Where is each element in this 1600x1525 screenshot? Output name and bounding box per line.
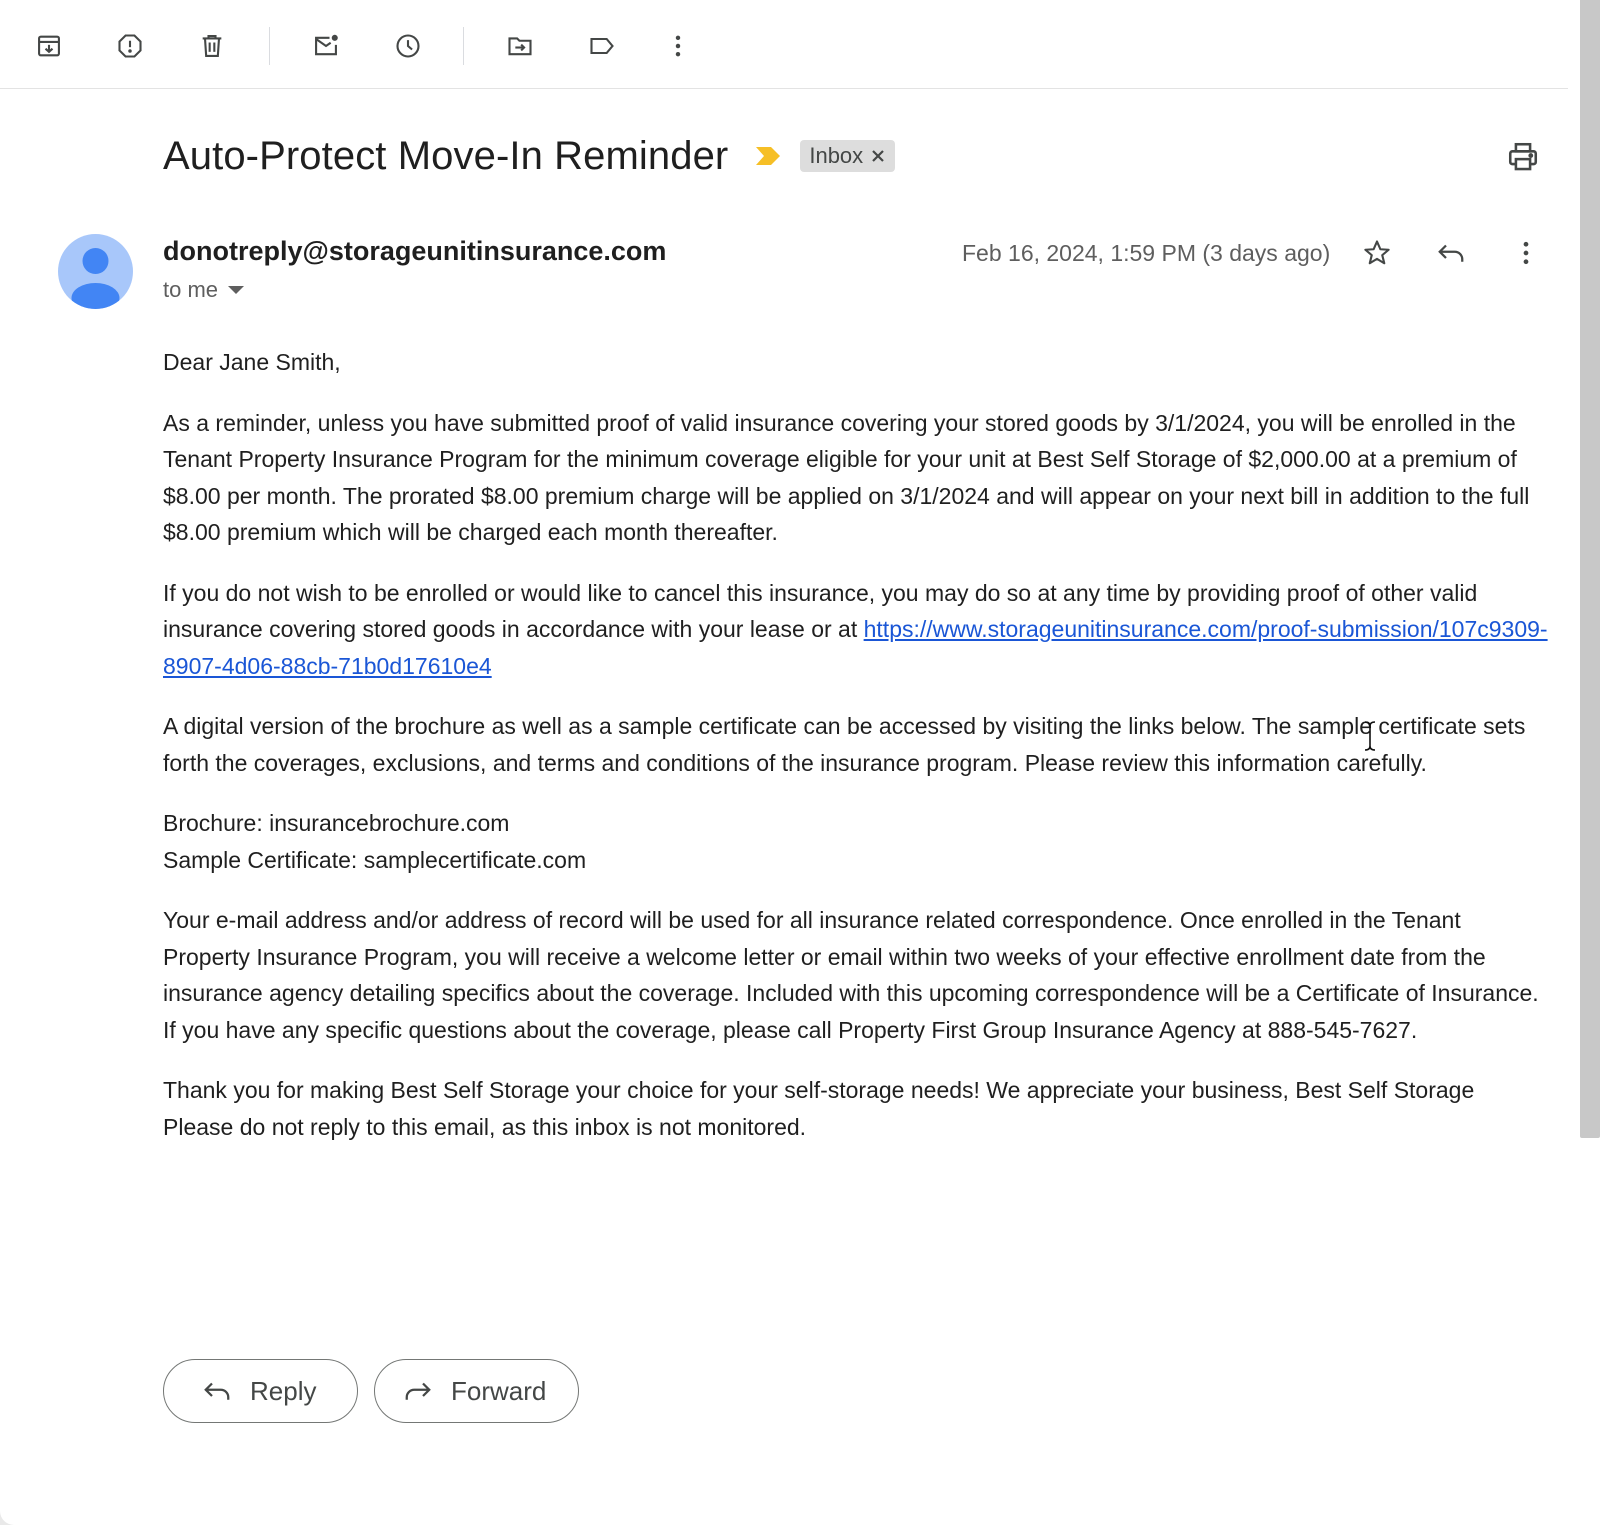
brochure-line: Brochure: insurancebrochure.com <box>163 810 510 836</box>
subject-row <box>163 128 895 184</box>
scrollbar-thumb[interactable] <box>1580 0 1600 1138</box>
person-icon <box>58 234 133 309</box>
star-icon <box>1362 238 1392 268</box>
chevron-down-icon <box>228 286 244 294</box>
reply-icon <box>202 1376 232 1406</box>
move-to-button[interactable] <box>498 24 542 68</box>
links-block <box>163 805 1548 878</box>
body-paragraph: Thank you for making Best Self Storage your choice for your self-storage needs! We appreciate your business, Best Self Storage Please do not reply to this email, as this inbox is not monitored. <box>163 1077 1475 1140</box>
delete-button[interactable] <box>190 24 234 68</box>
email-date: Feb 16, 2024, 1:59 PM (3 days ago) <box>962 240 1331 266</box>
delete-icon <box>198 32 226 60</box>
toolbar-divider <box>463 27 464 65</box>
forward-button-label: Forward <box>451 1375 547 1406</box>
label-chip-text: Inbox <box>809 143 864 168</box>
star-button[interactable] <box>1354 230 1400 276</box>
body-text: If you do not wish to be enrolled or would like to cancel this insurance, you may do so at any time by providing proof of other valid insurance covering stored goods in accordance with your lease or at <box>163 579 1478 642</box>
sender-email[interactable]: donotreply@storageunitinsurance.com <box>163 236 667 266</box>
print-icon <box>1506 140 1540 174</box>
recipient-details-toggle[interactable] <box>163 277 244 303</box>
toolbar-divider <box>269 27 270 65</box>
proof-submission-link[interactable]: https://www.storageunitinsurance.com/proof-submission/107c9309-8907-4d06-88cb-71b0d17610e4 <box>163 616 1548 679</box>
more-vert-icon <box>664 32 692 60</box>
snooze-icon <box>394 32 422 60</box>
archive-button[interactable] <box>27 24 71 68</box>
archive-icon <box>35 32 63 60</box>
greeting: Dear Jane Smith, <box>163 349 341 375</box>
reply-button-label: Reply <box>250 1375 317 1406</box>
forward-button[interactable] <box>374 1359 579 1423</box>
remove-label-icon[interactable] <box>869 147 887 165</box>
print-all-button[interactable] <box>1500 134 1546 180</box>
forward-icon <box>403 1376 433 1406</box>
snooze-button[interactable] <box>386 24 430 68</box>
more-options-button[interactable] <box>656 24 700 68</box>
inbox-label-chip <box>800 140 895 172</box>
reply-header-button[interactable] <box>1428 230 1474 276</box>
label-icon <box>588 32 616 60</box>
body-paragraph <box>163 575 1548 685</box>
body-paragraph: Your e-mail address and/or address of record will be used for all insurance related correspondence. Once enrolled in the Tenant Property Insurance Program, you will receive a welcome letter or email within two weeks of your effective enrollment date from the insurance agency detailing specifics about the coverage. Included with this upcoming correspondence will be a Certificate of Insurance. If you have any specific questions about the coverage, please call Property First Group Insurance Agency at 888-545-7627. <box>163 907 1539 1043</box>
reply-icon <box>1436 238 1466 268</box>
reply-button[interactable] <box>163 1359 358 1423</box>
label-as-button[interactable] <box>580 24 624 68</box>
mark-unread-button[interactable] <box>304 24 348 68</box>
email-body <box>163 344 1548 1169</box>
sender-avatar[interactable] <box>58 234 133 309</box>
text-cursor-icon <box>1362 720 1378 752</box>
body-paragraph: A digital version of the brochure as well as a sample certificate can be accessed by visiting the links below. The sample certificate sets forth the coverages, exclusions, and terms and conditions of the insurance program. Please review this information carefully. <box>163 713 1526 776</box>
importance-marker-icon[interactable] <box>754 145 782 167</box>
report-spam-icon <box>116 32 144 60</box>
message-more-button[interactable] <box>1503 230 1549 276</box>
recipient-text: to me <box>163 277 219 302</box>
body-paragraph: As a reminder, unless you have submitted proof of valid insurance covering your stored goods by 3/1/2024, you will be enrolled in the Tenant Property Insurance Program for the minimum coverage eligible for your unit at Best Self Storage of $2,000.00 at a premium of $8.00 per month. The prorated $8.00 premium charge will be applied on 3/1/2024 and will appear on your next bill in addition to the full $8.00 premium which will be charged each month thereafter. <box>163 409 1530 545</box>
sample-certificate-line: Sample Certificate: samplecertificate.com <box>163 846 587 873</box>
email-toolbar <box>0 0 1568 89</box>
more-vert-icon <box>1511 238 1541 268</box>
email-subject: Auto-Protect Move-In Reminder <box>163 133 729 178</box>
mark-unread-icon <box>312 32 340 60</box>
move-to-icon <box>506 32 534 60</box>
report-spam-button[interactable] <box>108 24 152 68</box>
